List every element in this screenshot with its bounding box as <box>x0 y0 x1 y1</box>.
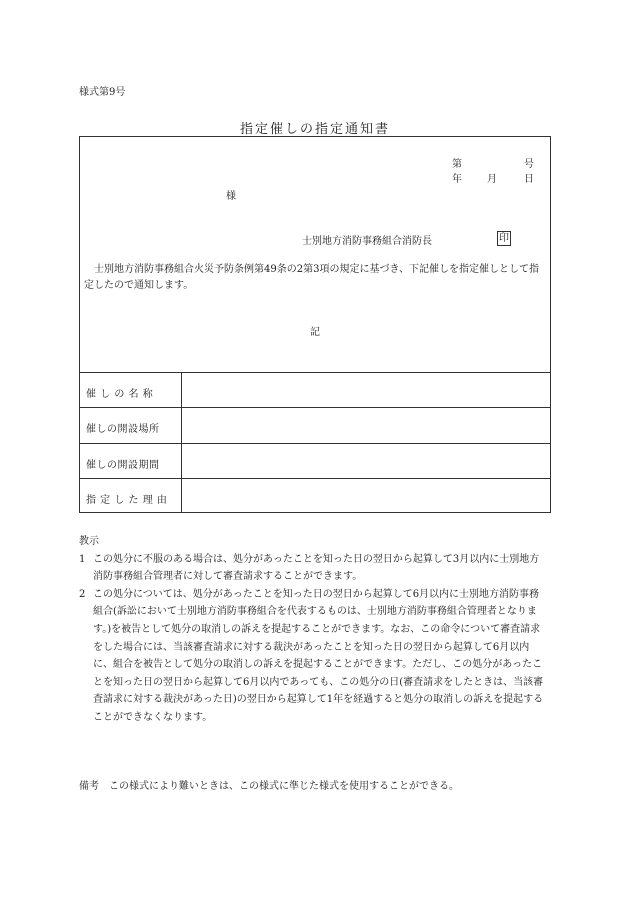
table-row-divider <box>80 478 550 479</box>
number-prefix: 第 <box>452 159 462 170</box>
instructions-heading: 教示 <box>79 536 99 547</box>
seal-box: 印 <box>499 233 509 244</box>
instruction-number: 1 <box>79 553 86 565</box>
instruction-item <box>79 551 549 586</box>
form-number: 様式第9号 <box>79 87 126 98</box>
table-row-label: 催しの開設場所 <box>86 424 160 435</box>
addressee-suffix: 様 <box>226 191 236 202</box>
table-row-divider <box>80 443 550 444</box>
number-suffix: 号 <box>524 159 534 170</box>
notice-body: 士別地方消防事務組合火災予防条例第49条の2第3項の規定に基づき、下記催しを指定催しとして指定したので通知します。 <box>84 264 540 291</box>
table-top-line <box>80 372 550 373</box>
seal-mark <box>497 231 511 246</box>
ki-marker: 記 <box>310 327 320 338</box>
remark: 備考 この様式により難いときは、この様式に準じた様式を使用することができる。 <box>79 781 459 792</box>
sender-title: 士別地方消防事務組合消防長 <box>302 236 432 247</box>
date-year: 年 <box>452 174 462 185</box>
table-column-divider <box>181 372 182 513</box>
instruction-text: この処分については、処分があったことを知った日の翌日から起算して6月以内に士別地方消防事務組合(訴訟において士別地方消防事務組合を代表するものは、士別地方消防事務組合管理者となります。)を被告として処分の取消しの訴えを提起することができます。なお、この命令について審査請求をした場合には、当該審査請求に対する裁決があったことを知った日の翌日から起算して6月以内に、組合を被告として処分の取消しの訴えを提起することができます。ただし、この処分があったことを知った日の翌日から起算して6月以内であっても、この処分の日(審査請求をしたときは、当該審査請求に対する裁決があった日)の翌日から起算して1年を経過すると処分の取消しの訴えを提起することができなくなります。 <box>93 588 544 723</box>
table-row-divider <box>80 407 550 408</box>
table-row-label: 催しの開設期間 <box>86 460 160 471</box>
instruction-number: 2 <box>79 588 86 600</box>
instruction-item <box>79 586 549 727</box>
instruction-text: この処分に不服のある場合は、処分があったことを知った日の翌日から起算して3月以内に士別地方消防事務組合管理者に対して審査請求することができます。 <box>93 553 540 583</box>
date-day: 日 <box>524 174 534 185</box>
table-row-label: 指 定 し た 理 由 <box>86 495 168 506</box>
instructions-section <box>79 533 549 727</box>
document-title: 指定催しの指定通知書 <box>239 122 390 137</box>
table-row-label: 催 し の 名 称 <box>86 389 154 400</box>
date-month: 月 <box>487 174 497 185</box>
